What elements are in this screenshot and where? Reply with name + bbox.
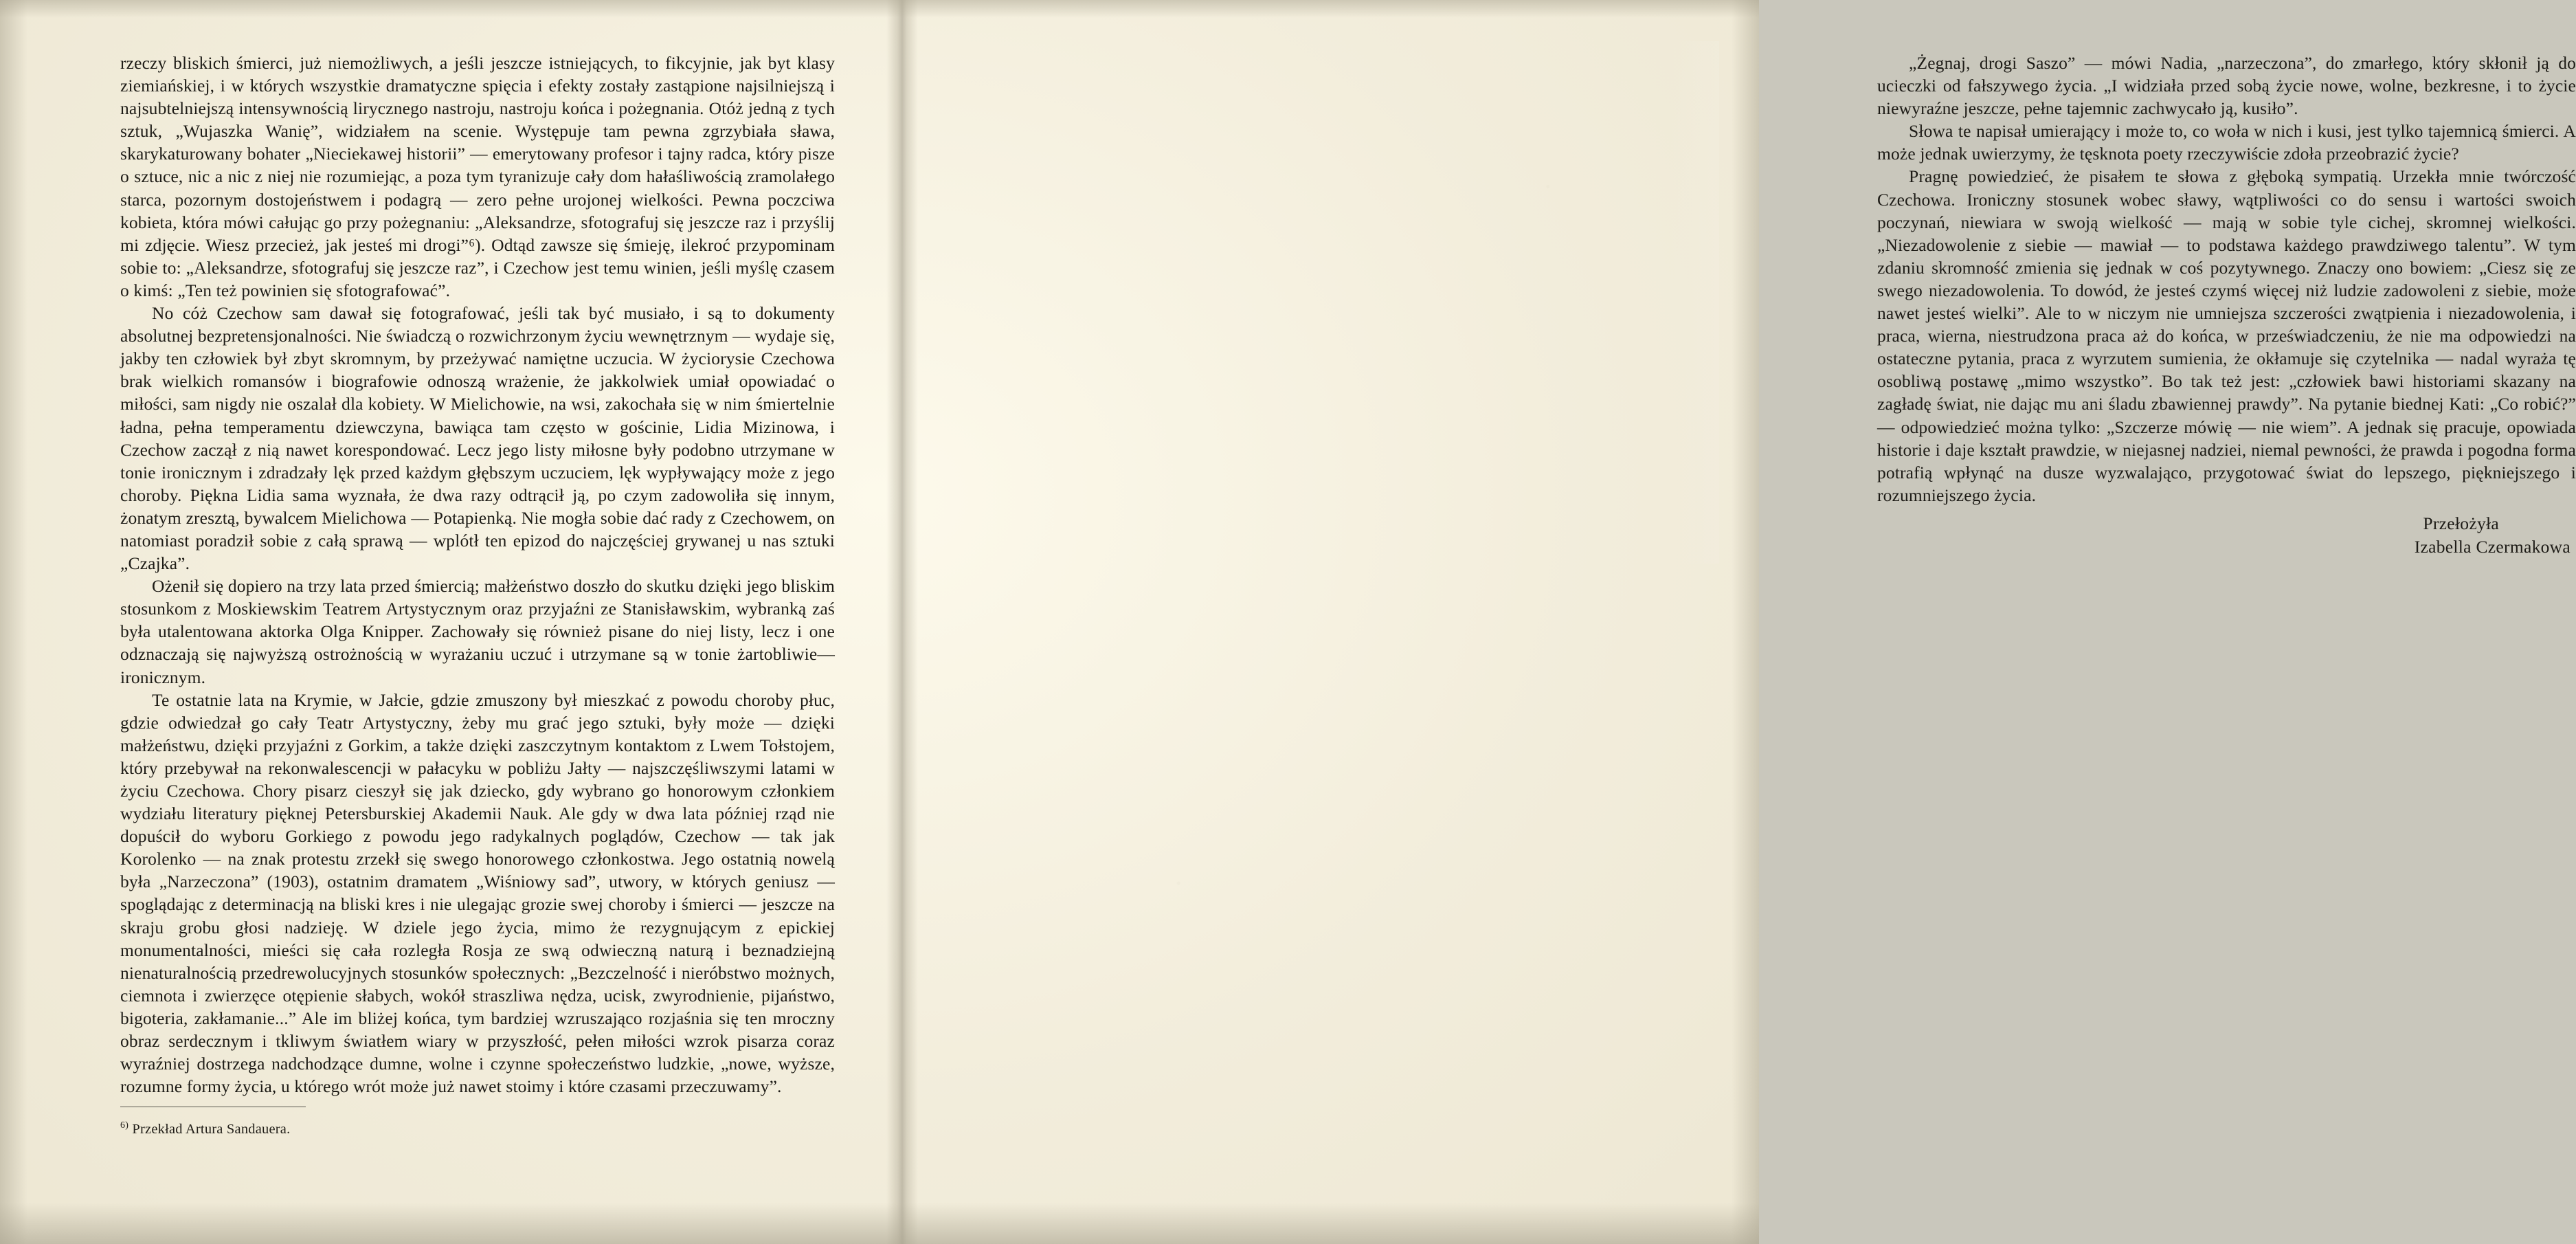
left-page-text-column	[120, 52, 835, 1098]
paragraph: No cóż Czechow sam dawał się fotografować, jeśli tak być musiało, i są to dokumenty absolutnej bezpretensjonalności. Nie świadczą o rozwichrzonym życiu wewnętrznym — wydaje się, jakby ten człowiek był zbyt skromnym, by przeżywać namiętne uczucia. W życiorysie Czechowa brak wielkich romansów i biografowie odnoszą wrażenie, że jakkolwiek umiał opowiadać o miłości, sam nigdy nie oszalał dla kobiety. W Mielichowie, na wsi, zakochała się w nim śmiertelnie ładna, pełna temperamentu dziewczyna, bawiąca tam często w gościnie, Lidia Mizinowa, i Czechow zaczął z nią nawet korespondować. Lecz jego listy miłosne były podobno utrzymane w tonie ironicznym i zdradzały lęk przed każdym głębszym uczuciem, lęk wypływający może z jego choroby. Piękna Lidia sama wyznała, że dwa razy odtrącił ją, po czym zadowoliła się innym, żonatym zresztą, bywalcem Mielichowa — Potapienką. Nie mogła sobie dać rady z Czechowem, on natomiast poradził sobie z całą sprawą — wplótł ten epizod do najczęściej grywanej u nas sztuki „Czajka”.	[120, 303, 835, 574]
right-page-text-column	[1877, 52, 2576, 507]
translator-name: Izabella Czermakowa	[2414, 537, 2571, 557]
paragraph: Te ostatnie lata na Krymie, w Jałcie, gdzie zmuszony był mieszkać z powodu choroby płuc, gdzie odwiedzał go cały Teatr Artystyczny, żeby mu grać jego sztuki, były może — dzięki małżeństwu, dzięki przyjaźni z Gorkim, a także dzięki zaszczytnym kontaktom z Lwem Tołstojem, który przebywał na rekonwalescencji w pałacyku w pobliżu Jałty — najszczęśliwszymi latami w życiu Czechowa. Chory pisarz cieszył się jak dziecko, gdy wybrano go honorowym członkiem wydziału literatury pięknej Petersburskiej Akademii Nauk. Ale gdy w dwa lata później rząd nie dopuścił do wyboru Gorkiego z powodu jego radykalnych poglądów, Czechow — tak jak Korolenko — na znak protestu zrzekł się swego honorowego członkostwa. Jego ostatnią nowelą była „Narzeczona” (1903), ostatnim dramatem „Wiśniowy sad”, utwory, w których geniusz — spoglądając z determinacją na bliski kres i nie ulegając grozie swej choroby i śmierci — jeszcze na skraju grobu głosi nadzieję. W dziele jego życia, mimo że rezygnującym z epickiej monumentalności, mieści się cała rozległa Rosja ze swą odwieczną naturą i beznadziejną nienaturalnością przedrewolucyjnych stosunków społecznych: „Bezczelność i nieróbstwo możnych, ciemnota i zwierzęce otępienie słabych, wokół straszliwa nędza, ucisk, zwyrodnienie, pijaństwo, bigoteria, zakłamanie...” Ale im bliżej końca, tym bardziej wzruszająco rozjaśnia się ten mroczny obraz serdecznym i tkliwym światłem wiary w przyszłość, pełen miłości wzrok pisarza coraz wyraźniej dostrzega nadchodzące dumne, wolne i czynne społeczeństwo ludzkie, „nowe, wyższe, rozumne formy życia, u którego wrót może już nawet stoimy i które czasami przeczuwamy”.	[120, 689, 835, 1097]
paragraph: rzeczy bliskich śmierci, już niemożliwych, a jeśli jeszcze istniejących, to fikcyjnie, jak byt klasy ziemiańskiej, i w których wszystkie dramatyczne spięcia i efekty zostały zastąpione najsilniejszą i najsubtelniejszą intensywnością lirycznego nastroju, nastroju końca i pożegnania. Otóż jedną z tych sztuk, „Wujaszka Wanię”, widziałem na scenie. Występuje tam pewna zgrzybiała sława, skarykaturowany bohater „Nieciekawej historii” — emerytowany profesor i tajny radca, który pisze o sztuce, nic a nic z niej nie rozumiejąc, a poza tym tyranizuje cały dom hałaśliwością zramolałego starca, pozornym dostojeństwem i podagrą — zero pełne urojonej wielkości. Pewna poczciwa kobieta, która mówi całując go przy pożegnaniu: „Aleksandrze, sfotografuj się jeszcze raz i przyślij mi zdjęcie. Wiesz przecież, jak jesteś mi drogi”⁶). Odtąd zawsze się śmieję, ilekroć przypominam sobie to: „Aleksandrze, sfotografuj się jeszcze raz”, i Czechow jest temu winien, jeśli myślę czasem o kimś: „Ten też powinien się sfotografować”.	[120, 53, 835, 300]
footnote	[120, 1120, 601, 1139]
paragraph: Ożenił się dopiero na trzy lata przed śmiercią; małżeństwo doszło do skutku dzięki jego bliskim stosunkom z Moskiewskim Teatrem Artystycznym oraz przyjaźni ze Stanisławskim, wybranką zaś była utalentowana aktorka Olga Knipper. Zachowały się również pisane do niej listy, lecz i one odznaczają się najwyższą ostrożnością w wyrażaniu uczuć i utrzymane są w tonie żartobliwie—ironicznym.	[120, 576, 835, 687]
right-page	[902, 0, 2576, 1244]
footnote-marker: 6)	[120, 1120, 129, 1131]
translator-signature	[1877, 512, 2576, 559]
translator-role: Przełożyła	[2423, 513, 2499, 533]
left-page	[0, 0, 902, 1244]
footnote-text: Przekład Artura Sandauera.	[132, 1122, 291, 1137]
paragraph: Pragnę powiedzieć, że pisałem te słowa z głęboką sympatią. Urzekła mnie twórczość Czechowa. Ironiczny stosunek wobec sławy, wątpliwości co do sensu i wartości swoich poczynań, niewiara w swoją wielkość — mają w sobie tyle cichej, skromnej wielkości. „Niezadowolenie z siebie — mawiał — to podstawa każdego prawdziwego talentu”. W tym zdaniu skromność zmienia się jednak w coś pozytywnego. Znaczy ono bowiem: „Ciesz się ze swego niezadowolenia. To dowód, że jesteś czymś więcej niż ludzie zadowoleni z siebie, może nawet jesteś wielki”. Ale to w niczym nie umniejsza szczerości zwątpienia i niezadowolenia, i praca, wierna, niestrudzona praca aż do końca, w przeświadczeniu, że nie ma odpowiedzi na ostateczne pytania, praca z wyrzutem sumienia, że okłamuje się czytelnika — nadal wyraża tę osobliwą postawę „mimo wszystko”. Bo tak też jest: „człowiek bawi historiami skazany na zagładę świat, nie dając mu ani śladu zbawiennej prawdy”. Na pytanie biednej Kati: „Co robić?” — odpowiedzieć można tylko: „Szczerze mówię — nie wiem”. A jednak się pracuje, opowiada historie i daje kształt prawdzie, w niejasnej nadziei, niemal pewności, że prawda i pogodna forma potrafią wpłynąć na dusze wyzwalająco, przygotować świat do lepszego, piękniejszego i rozumniejszego życia.	[1877, 166, 2576, 505]
paragraph: Słowa te napisał umierający i może to, co woła w nich i kusi, jest tylko tajemnicą śmierci. A może jednak uwierzymy, że tęsknota poety rzeczywiście zdoła przeobrazić życie?	[1877, 121, 2576, 164]
right-edge-fade	[1671, 41, 1719, 564]
paragraph: „Żegnaj, drogi Saszo” — mówi Nadia, „narzeczona”, do zmarłego, który skłonił ją do ucieczki od fałszywego życia. „I widziała przed sobą życie nowe, wolne, bezkresne, i to życie niewyraźne jeszcze, pełne tajemnic zachwycało ją, kusiło”.	[1877, 53, 2576, 119]
